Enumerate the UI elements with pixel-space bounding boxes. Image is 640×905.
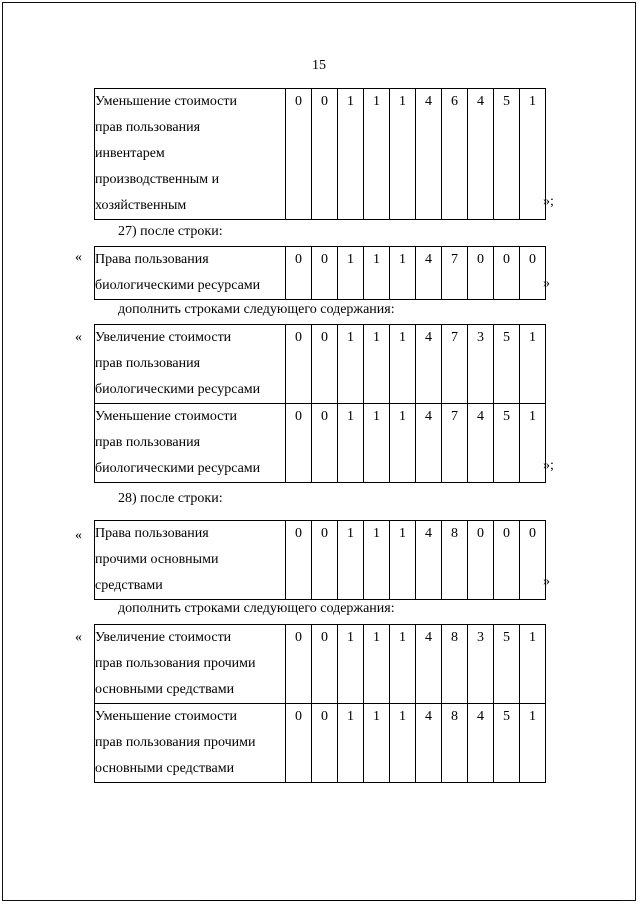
code-digit: 0 [520,521,546,600]
code-digit: 0 [286,704,312,783]
code-digit: 1 [364,89,390,220]
table-row [95,325,546,404]
code-digit: 1 [364,704,390,783]
code-digit: 0 [286,325,312,404]
code-digit: 1 [364,247,390,300]
name-line: инвентарем [95,146,165,161]
code-digit: 1 [338,247,364,300]
code-digit: 5 [494,625,520,704]
paragraph: дополнить строками следующего содержания: [118,601,395,616]
name-line: Увеличение стоимости [95,630,232,645]
code-digit: 6 [442,89,468,220]
name-line: Права пользования [95,252,209,267]
code-digit: 1 [520,325,546,404]
code-digit: 0 [494,247,520,300]
name-line: прав пользования [95,356,201,371]
row-name [95,89,286,220]
closing-quote: » [543,276,550,291]
code-digit: 1 [390,625,416,704]
row-name [95,704,286,783]
code-digit: 0 [468,247,494,300]
code-digit: 0 [312,625,338,704]
code-digit: 7 [442,404,468,483]
code-digit: 0 [286,247,312,300]
code-digit: 1 [338,325,364,404]
code-digit: 1 [390,404,416,483]
code-digit: 7 [442,325,468,404]
code-digit: 5 [494,404,520,483]
page-number: 15 [312,58,326,73]
code-digit: 1 [364,625,390,704]
code-digit: 1 [338,521,364,600]
code-digit: 0 [468,521,494,600]
code-digit: 4 [416,404,442,483]
paragraph: 28) после строки: [118,491,223,506]
code-digit: 1 [364,521,390,600]
code-digit: 4 [416,89,442,220]
code-digit: 1 [338,89,364,220]
name-line: хозяйственным [95,198,187,213]
table-row [95,704,546,783]
code-digit: 0 [286,89,312,220]
code-digit: 0 [312,521,338,600]
name-line: производственным и [95,172,220,187]
page-bottom-rule [200,900,620,901]
code-digit: 4 [416,704,442,783]
code-digit: 0 [312,89,338,220]
code-digit: 1 [364,325,390,404]
code-digit: 8 [442,521,468,600]
paragraph: 27) после строки: [118,224,223,239]
closing-quote: » [543,574,550,589]
code-digit: 4 [416,325,442,404]
code-digit: 4 [468,404,494,483]
table-row [95,625,546,704]
code-digit: 4 [416,625,442,704]
opening-quote: « [75,630,82,645]
code-table-3 [94,324,546,483]
name-line: Права пользования [95,526,209,541]
row-name [95,247,286,300]
opening-quote: « [75,250,82,265]
code-digit: 1 [520,89,546,220]
code-digit: 5 [494,704,520,783]
name-line: прав пользования прочими [95,656,256,671]
code-digit: 0 [286,404,312,483]
code-digit: 8 [442,704,468,783]
paragraph: дополнить строками следующего содержания: [118,302,395,317]
table-row [95,247,546,300]
row-name [95,521,286,600]
name-line: основными средствами [95,682,235,697]
opening-quote: « [75,330,82,345]
code-table-5 [94,624,546,783]
code-digit: 0 [312,247,338,300]
table-row [95,89,546,220]
name-line: прав пользования [95,435,201,450]
name-line: средствами [95,578,163,593]
code-digit: 1 [338,625,364,704]
code-table-1 [94,88,546,220]
code-digit: 1 [390,247,416,300]
name-line: Уменьшение стоимости [95,709,237,724]
code-digit: 0 [312,704,338,783]
code-digit: 3 [468,625,494,704]
code-digit: 1 [364,404,390,483]
code-digit: 0 [286,521,312,600]
code-digit: 1 [338,704,364,783]
code-digit: 3 [468,325,494,404]
code-digit: 4 [468,89,494,220]
code-digit: 1 [520,404,546,483]
row-name [95,325,286,404]
code-table-4 [94,520,546,600]
code-digit: 1 [390,704,416,783]
code-digit: 1 [390,521,416,600]
code-digit: 1 [520,625,546,704]
code-digit: 4 [416,247,442,300]
code-digit: 0 [520,247,546,300]
code-digit: 8 [442,625,468,704]
code-digit: 1 [520,704,546,783]
code-digit: 7 [442,247,468,300]
opening-quote: « [75,528,82,543]
table-row [95,521,546,600]
name-line: прав пользования прочими [95,735,256,750]
code-digit: 4 [416,521,442,600]
name-line: биологическими ресурсами [95,278,261,293]
name-line: основными средствами [95,761,235,776]
code-digit: 1 [390,325,416,404]
code-digit: 4 [468,704,494,783]
name-line: прав пользования [95,120,201,135]
name-line: Увеличение стоимости [95,330,232,345]
code-digit: 0 [286,625,312,704]
row-name [95,625,286,704]
name-line: прочими основными [95,552,219,567]
code-digit: 1 [338,404,364,483]
name-line: Уменьшение стоимости [95,94,237,109]
code-table-2 [94,246,546,300]
name-line: биологическими ресурсами [95,461,261,476]
code-digit: 5 [494,325,520,404]
code-digit: 1 [390,89,416,220]
closing-quote: »; [543,194,554,209]
row-name [95,404,286,483]
closing-quote: »; [543,458,554,473]
code-digit: 0 [494,521,520,600]
code-digit: 0 [312,325,338,404]
code-digit: 0 [312,404,338,483]
name-line: биологическими ресурсами [95,382,261,397]
table-row [95,404,546,483]
code-digit: 5 [494,89,520,220]
name-line: Уменьшение стоимости [95,409,237,424]
